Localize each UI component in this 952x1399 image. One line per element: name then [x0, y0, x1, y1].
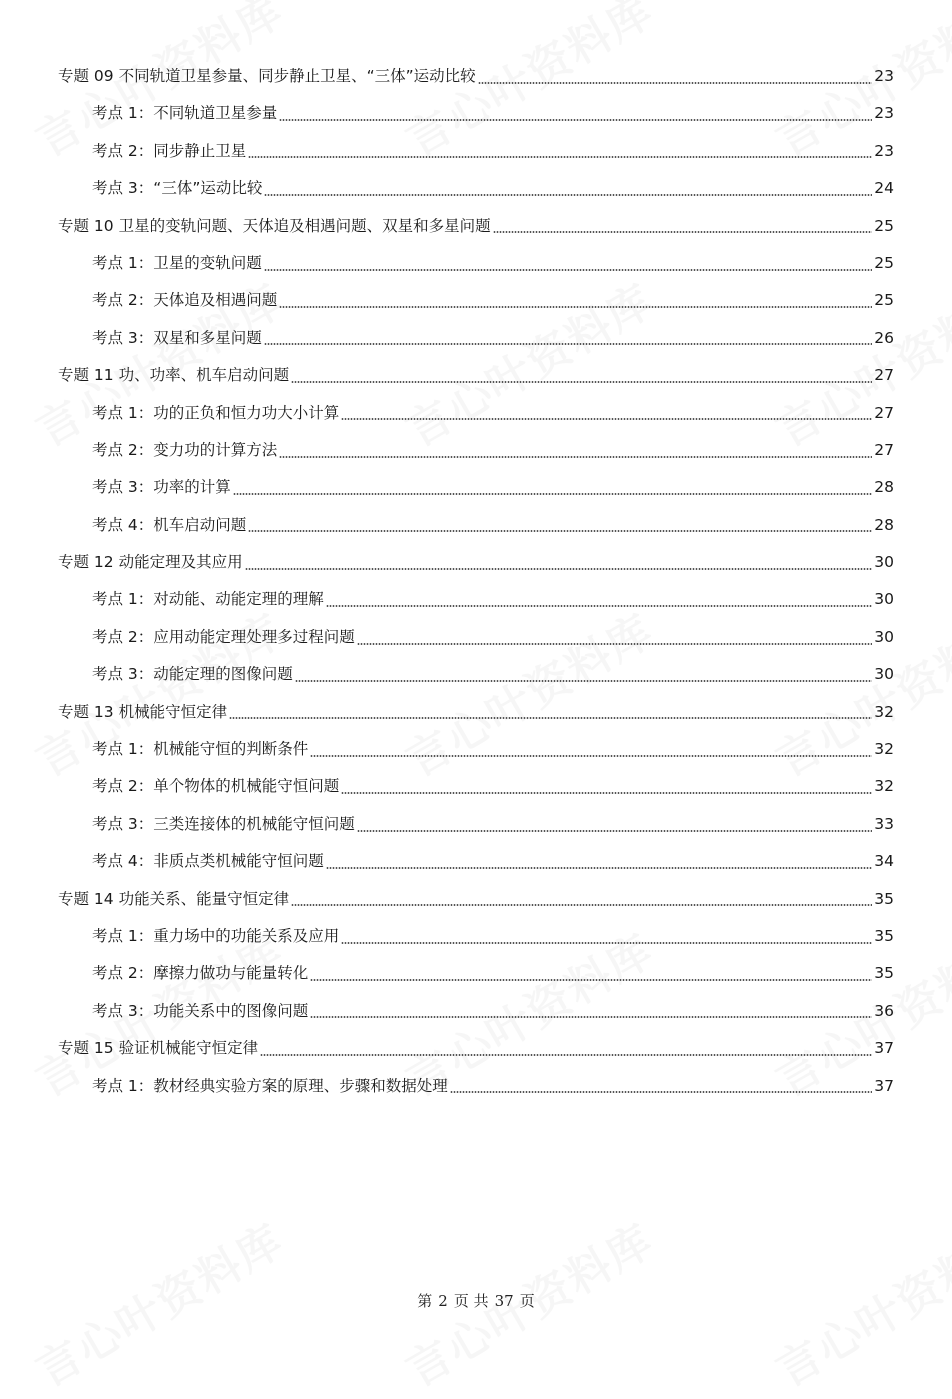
toc-topic-entry[interactable] [58, 357, 894, 394]
toc-entry-page: 28 [874, 515, 894, 534]
toc-topic-entry[interactable] [58, 694, 894, 731]
footer-suffix: 页 [519, 1292, 535, 1310]
toc-point-entry[interactable] [58, 993, 894, 1030]
toc-entry-title: 考点 4：非质点类机械能守恒问题 [92, 852, 324, 871]
toc-entry-page: 25 [874, 253, 894, 272]
dot-leader [291, 381, 872, 383]
toc-entry-title: 专题 09 不同轨道卫星参量、同步静止卫星、“三体”运动比较 [58, 67, 476, 85]
toc-entry-title: 考点 3：“三体”运动比较 [92, 179, 263, 198]
toc-point-entry[interactable] [58, 581, 894, 618]
toc-point-entry[interactable] [58, 245, 894, 282]
toc-entry-page: 27 [874, 440, 894, 459]
dot-leader [245, 568, 873, 570]
toc-point-entry[interactable] [58, 95, 894, 132]
toc-entry-page: 23 [874, 141, 894, 160]
toc-point-entry[interactable] [58, 469, 894, 506]
dot-leader [233, 493, 872, 495]
toc-point-entry[interactable] [58, 1068, 894, 1105]
toc-entry-page: 35 [874, 889, 894, 908]
toc-entry-title: 考点 4：机车启动问题 [92, 515, 247, 534]
toc-entry-page: 32 [874, 740, 894, 759]
dot-leader [310, 755, 872, 757]
toc-entry-title: 专题 15 验证机械能守恒定律 [58, 1039, 259, 1058]
toc-point-entry[interactable] [58, 133, 894, 170]
toc-entry-page: 23 [874, 67, 894, 85]
toc-entry-page: 24 [874, 179, 894, 198]
toc-entry-page: 32 [874, 777, 894, 796]
dot-leader [295, 680, 872, 682]
toc-entry-page: 23 [874, 104, 894, 123]
toc-entry-title: 考点 3：功能关系中的图像问题 [92, 1001, 309, 1020]
toc-entry-title: 考点 1：功的正负和恒力功大小计算 [92, 403, 340, 422]
toc-entry-page: 27 [874, 403, 894, 422]
toc-point-entry[interactable] [58, 282, 894, 319]
toc-entry-page: 32 [874, 702, 894, 721]
toc-entry-title: 考点 1：对动能、动能定理的理解 [92, 590, 324, 609]
toc-entry-title: 专题 13 机械能守恒定律 [58, 702, 228, 721]
toc-entry-page: 26 [874, 328, 894, 347]
page-footer [0, 1290, 952, 1311]
dot-leader [279, 119, 872, 121]
toc-point-entry[interactable] [58, 170, 894, 207]
toc-entry-title: 考点 1：教材经典实验方案的原理、步骤和数据处理 [92, 1076, 448, 1095]
toc-entry-title: 考点 2：单个物体的机械能守恒问题 [92, 777, 340, 796]
footer-total-pages: 37 [494, 1292, 514, 1310]
toc-entry-title: 专题 14 功能关系、能量守恒定律 [58, 889, 290, 908]
toc-entry-title: 考点 3：动能定理的图像问题 [92, 665, 293, 684]
toc-entry-title: 专题 11 功、功率、机车启动问题 [58, 366, 290, 385]
toc-entry-page: 30 [874, 627, 894, 646]
dot-leader [450, 1091, 872, 1093]
toc-entry-title: 专题 10 卫星的变轨问题、天体追及相遇问题、双星和多星问题 [58, 216, 491, 235]
toc-entry-title: 考点 3：双星和多星问题 [92, 328, 262, 347]
toc-entry-title: 考点 2：同步静止卫星 [92, 141, 247, 160]
toc-point-entry[interactable] [58, 768, 894, 805]
dot-leader [326, 867, 872, 869]
toc-point-entry[interactable] [58, 320, 894, 357]
toc-entry-title: 考点 2：摩擦力做功与能量转化 [92, 964, 309, 983]
toc-point-entry[interactable] [58, 806, 894, 843]
toc-entry-title: 考点 1：重力场中的功能关系及应用 [92, 926, 340, 945]
toc-entry-page: 30 [874, 553, 894, 572]
dot-leader [310, 1016, 872, 1018]
toc-entry-title: 考点 2：天体追及相遇问题 [92, 291, 278, 310]
dot-leader [248, 530, 872, 532]
toc-point-entry[interactable] [58, 395, 894, 432]
toc-entry-page: 37 [874, 1076, 894, 1095]
toc-entry-title: 考点 2：应用动能定理处理多过程问题 [92, 627, 355, 646]
toc-point-entry[interactable] [58, 843, 894, 880]
toc-entry-page: 35 [874, 964, 894, 983]
toc-point-entry[interactable] [58, 432, 894, 469]
dot-leader [341, 418, 872, 420]
toc-point-entry[interactable] [58, 619, 894, 656]
dot-leader [310, 979, 872, 981]
dot-leader [229, 717, 872, 719]
toc-entry-page: 25 [874, 291, 894, 310]
toc-point-entry[interactable] [58, 955, 894, 992]
dot-leader [357, 830, 872, 832]
footer-middle: 页 共 [453, 1292, 489, 1310]
toc-entry-page: 28 [874, 478, 894, 497]
dot-leader [326, 605, 872, 607]
toc-point-entry[interactable] [58, 731, 894, 768]
footer-prefix: 第 [417, 1292, 433, 1310]
toc-topic-entry[interactable] [58, 1030, 894, 1067]
toc-entry-page: 35 [874, 926, 894, 945]
toc-point-entry[interactable] [58, 656, 894, 693]
dot-leader [341, 792, 872, 794]
toc-entry-page: 27 [874, 366, 894, 385]
toc-point-entry[interactable] [58, 507, 894, 544]
dot-leader [279, 306, 872, 308]
toc-entry-page: 30 [874, 590, 894, 609]
dot-leader [478, 82, 873, 84]
toc-entry-page: 30 [874, 665, 894, 684]
toc-topic-entry[interactable] [58, 58, 894, 95]
toc-topic-entry[interactable] [58, 881, 894, 918]
toc-entry-title: 考点 1：卫星的变轨问题 [92, 253, 262, 272]
dot-leader [357, 643, 872, 645]
toc-entry-page: 36 [874, 1001, 894, 1020]
toc-entry-page: 34 [874, 852, 894, 871]
toc-topic-entry[interactable] [58, 208, 894, 245]
table-of-contents [58, 58, 894, 1105]
toc-entry-title: 考点 2：变力功的计算方法 [92, 440, 278, 459]
dot-leader [493, 231, 873, 233]
toc-topic-entry[interactable] [58, 544, 894, 581]
toc-entry-title: 考点 3：三类连接体的机械能守恒问题 [92, 814, 355, 833]
dot-leader [248, 156, 872, 158]
dot-leader [279, 456, 872, 458]
dot-leader [341, 942, 872, 944]
toc-entry-title: 考点 1：不同轨道卫星参量 [92, 104, 278, 123]
footer-current-page: 2 [438, 1292, 448, 1310]
toc-entry-page: 33 [874, 814, 894, 833]
toc-entry-title: 专题 12 动能定理及其应用 [58, 553, 243, 572]
toc-point-entry[interactable] [58, 918, 894, 955]
toc-entry-page: 37 [874, 1039, 894, 1058]
toc-entry-page: 25 [874, 216, 894, 235]
toc-entry-title: 考点 1：机械能守恒的判断条件 [92, 740, 309, 759]
toc-entry-title: 考点 3：功率的计算 [92, 478, 231, 497]
dot-leader [291, 904, 872, 906]
dot-leader [264, 343, 872, 345]
dot-leader [260, 1054, 872, 1056]
dot-leader [264, 269, 872, 271]
dot-leader [264, 194, 872, 196]
